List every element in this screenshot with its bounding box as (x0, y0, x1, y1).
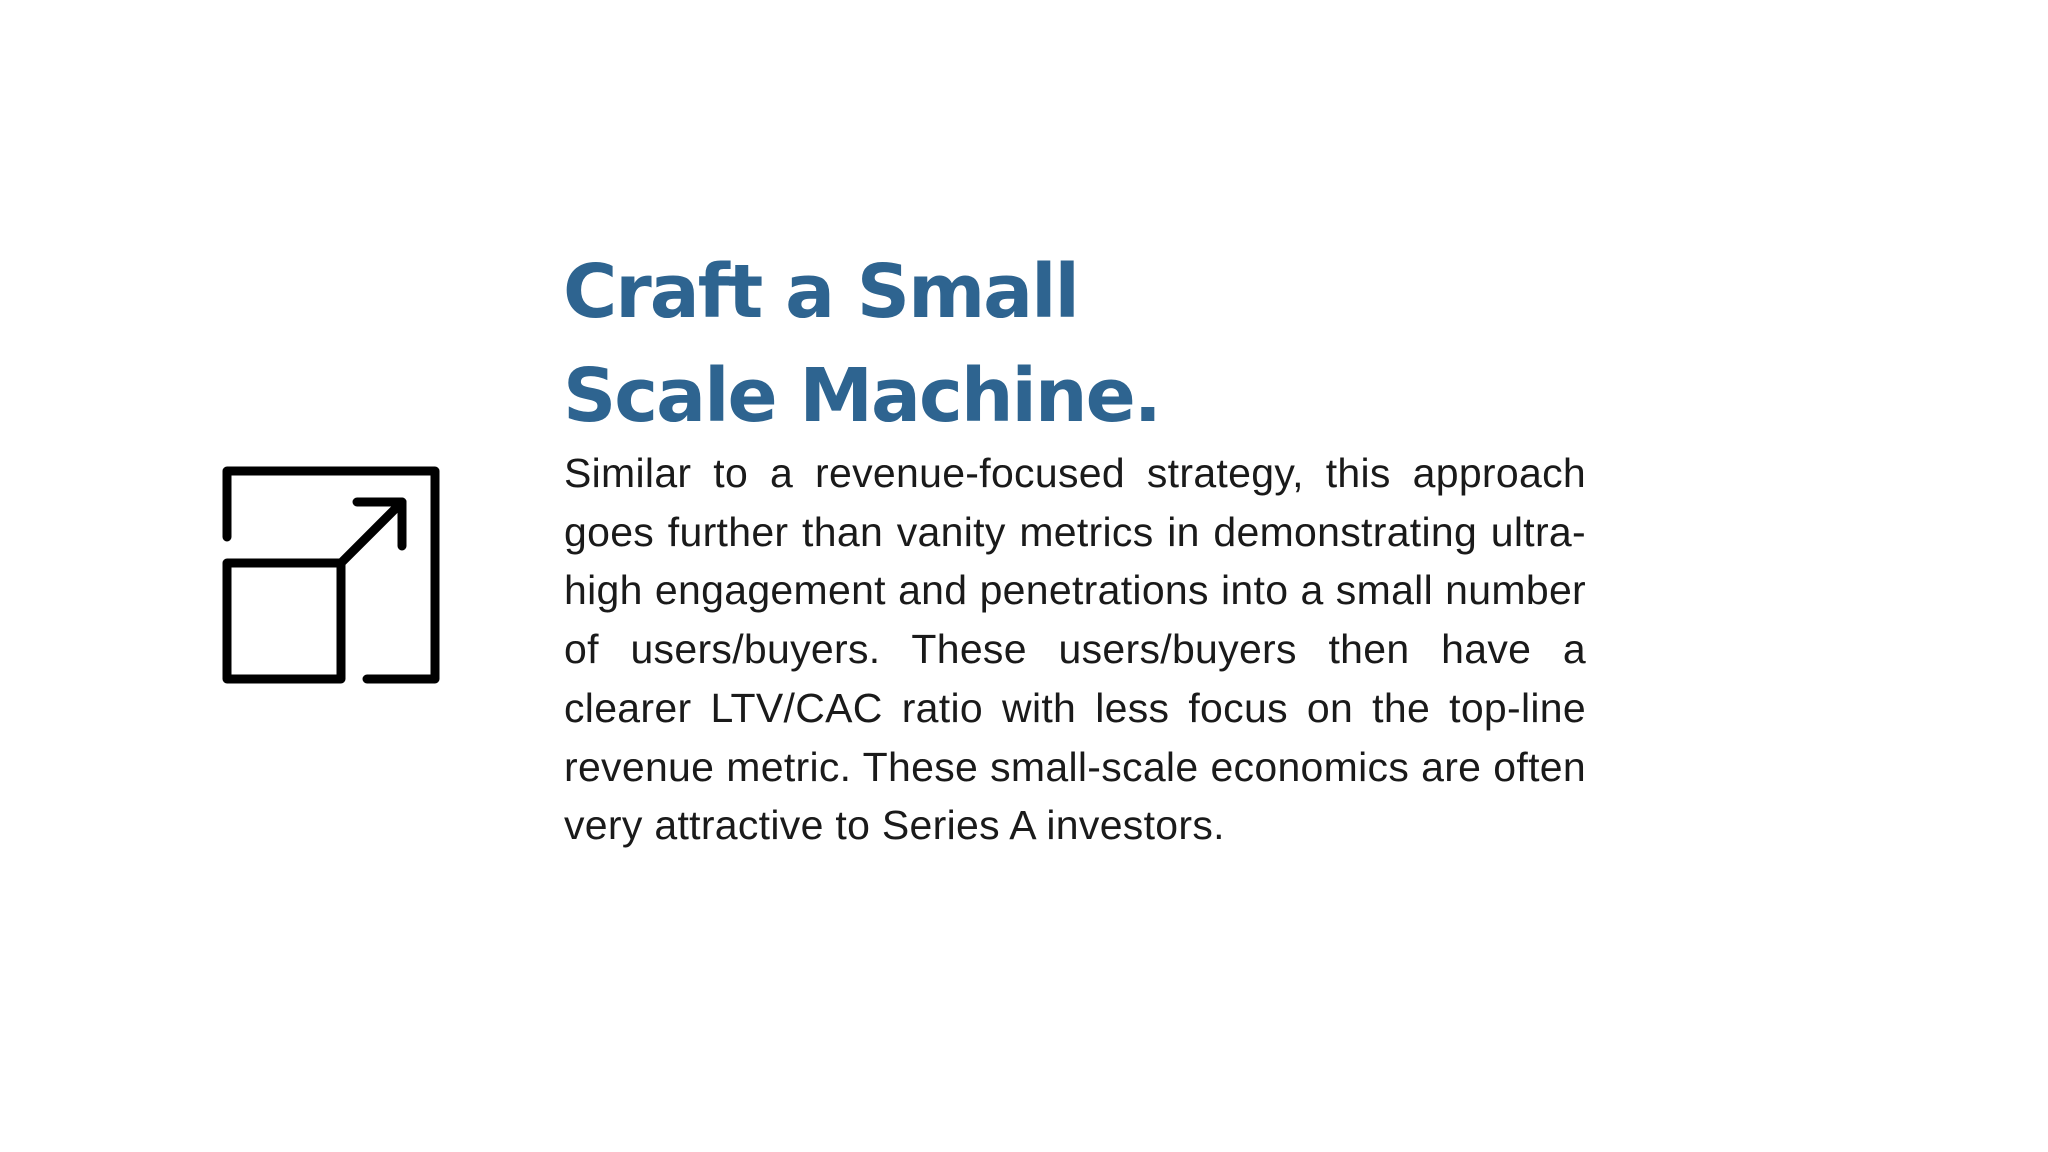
scale-up-icon (222, 466, 440, 684)
title-line-1: Craft a Small (563, 249, 1078, 335)
slide-title (563, 240, 1160, 448)
title-line-2: Scale Machine. (563, 353, 1160, 439)
body-paragraph: Similar to a revenue-focused strategy, this approach goes further than vanity metrics in demonstrating ultra-high engagement and penetrations into a small number of users/buyers. These users/buyers then have a clearer LTV/CAC ratio with less focus on the top-line revenue metric. These small-scale economics are often very attractive to Series A investors. (564, 450, 1586, 849)
